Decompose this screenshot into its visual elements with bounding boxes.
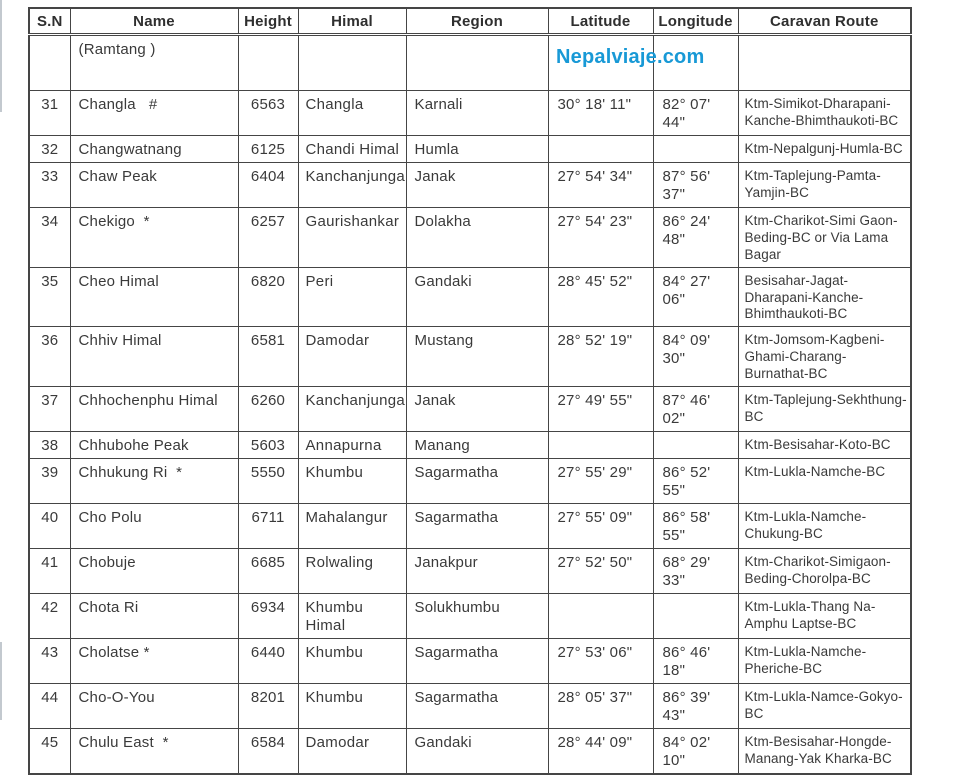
cell-longitude xyxy=(653,431,738,458)
header-sn: S.N xyxy=(29,8,70,35)
cell-height: 6581 xyxy=(238,327,298,387)
cell-himal: Khumbu xyxy=(298,638,406,683)
cell-region: Sagarmatha xyxy=(406,683,548,728)
cell-height: 8201 xyxy=(238,683,298,728)
cell-route: Ktm-Taplejung-Sekhthung-BC xyxy=(738,386,911,431)
cell-route: Ktm-Lukla-Thang Na-Amphu Laptse-BC xyxy=(738,593,911,638)
cell-region: Janakpur xyxy=(406,548,548,593)
cell-height: 6260 xyxy=(238,386,298,431)
cell-name: Cholatse * xyxy=(70,638,238,683)
header-himal: Himal xyxy=(298,8,406,35)
watermark: Nepalviaje.com xyxy=(556,46,705,68)
cell-longitude: 82° 07' 44" xyxy=(653,91,738,136)
cell-route: Ktm-Lukla-Namche-Pheriche-BC xyxy=(738,638,911,683)
cell-name: Chhukung Ri * xyxy=(70,458,238,503)
header-caravan-route: Caravan Route xyxy=(738,8,911,35)
cell-region: Sagarmatha xyxy=(406,503,548,548)
cell-sn: 43 xyxy=(29,638,70,683)
cell-height: 6440 xyxy=(238,638,298,683)
cell-height: 6934 xyxy=(238,593,298,638)
cell-himal: Chandi Himal xyxy=(298,136,406,163)
cell-longitude xyxy=(653,593,738,638)
cell-sn: 34 xyxy=(29,208,70,268)
cell-himal: Changla xyxy=(298,91,406,136)
cell-longitude: 86° 24' 48" xyxy=(653,208,738,268)
cell-latitude: 27° 54' 34" xyxy=(548,163,653,208)
table-row xyxy=(29,458,911,503)
cell-height: 6125 xyxy=(238,136,298,163)
cell-region: Sagarmatha xyxy=(406,458,548,503)
cell-latitude: 27° 55' 09" xyxy=(548,503,653,548)
cell-route: Ktm-Taplejung-Pamta-Yamjin-BC xyxy=(738,163,911,208)
table-row xyxy=(29,683,911,728)
cell-himal: Peri xyxy=(298,267,406,327)
cell-himal: Damodar xyxy=(298,327,406,387)
cell-sn: 35 xyxy=(29,267,70,327)
cell-name: Chulu East * xyxy=(70,728,238,774)
cell-height: 6820 xyxy=(238,267,298,327)
table-row xyxy=(29,91,911,136)
cell-route: Ktm-Lukla-Namce-Gokyo-BC xyxy=(738,683,911,728)
cell-himal: Mahalangur xyxy=(298,503,406,548)
cell-region: Gandaki xyxy=(406,728,548,774)
cell-latitude xyxy=(548,593,653,638)
cell-sn: 32 xyxy=(29,136,70,163)
cell-latitude: 27° 49' 55" xyxy=(548,386,653,431)
table-row xyxy=(29,163,911,208)
cell-himal xyxy=(298,35,406,91)
cell-himal: Khumbu xyxy=(298,683,406,728)
cell-latitude xyxy=(548,431,653,458)
header-latitude: Latitude xyxy=(548,8,653,35)
cell-himal: Rolwaling xyxy=(298,548,406,593)
cell-himal: Damodar xyxy=(298,728,406,774)
cell-route: Ktm-Lukla-Namche-Chukung-BC xyxy=(738,503,911,548)
cell-name: (Ramtang ) xyxy=(70,35,238,91)
cell-sn: 44 xyxy=(29,683,70,728)
cell-route: Ktm-Simikot-Dharapani-Kanche-Bhimthaukoti-BC xyxy=(738,91,911,136)
header-longitude: Longitude xyxy=(653,8,738,35)
cell-sn: 36 xyxy=(29,327,70,387)
cell-height xyxy=(238,35,298,91)
cell-longitude: 84° 02' 10" xyxy=(653,728,738,774)
cell-latitude: 28° 45' 52" xyxy=(548,267,653,327)
cell-longitude: 68° 29' 33" xyxy=(653,548,738,593)
header-height: Height xyxy=(238,8,298,35)
cell-name: Chhiv Himal xyxy=(70,327,238,387)
cell-route xyxy=(738,35,911,91)
cell-height: 6685 xyxy=(238,548,298,593)
cell-route: Ktm-Charikot-Simigaon-Beding-Chorolpa-BC xyxy=(738,548,911,593)
cell-sn: 31 xyxy=(29,91,70,136)
cell-sn: 42 xyxy=(29,593,70,638)
page-edge-artifact xyxy=(0,642,2,720)
cell-latitude: 27° 55' 29" xyxy=(548,458,653,503)
cell-name: Chhubohe Peak xyxy=(70,431,238,458)
table-row xyxy=(29,593,911,638)
cell-latitude: 30° 18' 11" xyxy=(548,91,653,136)
cell-region xyxy=(406,35,548,91)
cell-height: 6711 xyxy=(238,503,298,548)
table-row xyxy=(29,503,911,548)
cell-latitude xyxy=(548,136,653,163)
cell-name: Chobuje xyxy=(70,548,238,593)
cell-region: Solukhumbu xyxy=(406,593,548,638)
cell-name: Chekigo * xyxy=(70,208,238,268)
cell-sn xyxy=(29,35,70,91)
cell-himal: Kanchanjunga xyxy=(298,386,406,431)
cell-route: Ktm-Charikot-Simi Gaon-Beding-BC or Via Lama Bagar xyxy=(738,208,911,268)
cell-height: 6257 xyxy=(238,208,298,268)
cell-route: Ktm-Jomsom-Kagbeni-Ghami-Charang-Burnathat-BC xyxy=(738,327,911,387)
cell-region: Karnali xyxy=(406,91,548,136)
cell-himal: Khumbu xyxy=(298,458,406,503)
cell-longitude: 84° 27' 06" xyxy=(653,267,738,327)
cell-longitude xyxy=(653,136,738,163)
cell-longitude: 86° 39' 43" xyxy=(653,683,738,728)
cell-route: Ktm-Besisahar-Hongde-Manang-Yak Kharka-BC xyxy=(738,728,911,774)
cell-height: 5550 xyxy=(238,458,298,503)
cell-region: Humla xyxy=(406,136,548,163)
header-name: Name xyxy=(70,8,238,35)
cell-name: Chaw Peak xyxy=(70,163,238,208)
cell-region: Sagarmatha xyxy=(406,638,548,683)
cell-name: Cheo Himal xyxy=(70,267,238,327)
cell-region: Gandaki xyxy=(406,267,548,327)
table-row xyxy=(29,35,911,91)
cell-longitude: 87° 56' 37" xyxy=(653,163,738,208)
table-row xyxy=(29,728,911,774)
cell-sn: 40 xyxy=(29,503,70,548)
cell-longitude: 84° 09' 30" xyxy=(653,327,738,387)
cell-region: Janak xyxy=(406,386,548,431)
cell-sn: 33 xyxy=(29,163,70,208)
cell-region: Manang xyxy=(406,431,548,458)
cell-longitude: 86° 46' 18" xyxy=(653,638,738,683)
cell-route: Ktm-Besisahar-Koto-BC xyxy=(738,431,911,458)
page-edge-artifact xyxy=(0,0,2,112)
table-row xyxy=(29,638,911,683)
cell-latitude: 28° 05' 37" xyxy=(548,683,653,728)
cell-height: 5603 xyxy=(238,431,298,458)
table-header xyxy=(29,8,911,35)
table-row xyxy=(29,208,911,268)
table-body xyxy=(29,35,911,774)
cell-longitude: 86° 58' 55" xyxy=(653,503,738,548)
cell-name: Cho Polu xyxy=(70,503,238,548)
cell-height: 6584 xyxy=(238,728,298,774)
cell-sn: 38 xyxy=(29,431,70,458)
cell-sn: 39 xyxy=(29,458,70,503)
table-row xyxy=(29,136,911,163)
cell-sn: 37 xyxy=(29,386,70,431)
cell-route: Ktm-Lukla-Namche-BC xyxy=(738,458,911,503)
cell-name: Changla # xyxy=(70,91,238,136)
cell-height: 6563 xyxy=(238,91,298,136)
cell-name: Chota Ri xyxy=(70,593,238,638)
cell-region: Mustang xyxy=(406,327,548,387)
cell-himal: Khumbu Himal xyxy=(298,593,406,638)
cell-name: Changwatnang xyxy=(70,136,238,163)
cell-himal: Kanchanjunga xyxy=(298,163,406,208)
cell-name: Cho-O-You xyxy=(70,683,238,728)
table-row xyxy=(29,327,911,387)
cell-latitude: 27° 53' 06" xyxy=(548,638,653,683)
cell-name: Chhochenphu Himal xyxy=(70,386,238,431)
table-row xyxy=(29,548,911,593)
table-row xyxy=(29,386,911,431)
table-row xyxy=(29,267,911,327)
cell-region: Dolakha xyxy=(406,208,548,268)
header-row xyxy=(29,8,911,35)
cell-himal: Annapurna xyxy=(298,431,406,458)
cell-latitude: 27° 52' 50" xyxy=(548,548,653,593)
cell-longitude: 86° 52' 55" xyxy=(653,458,738,503)
cell-height: 6404 xyxy=(238,163,298,208)
cell-latitude: 28° 52' 19" xyxy=(548,327,653,387)
cell-longitude: 87° 46' 02" xyxy=(653,386,738,431)
cell-sn: 45 xyxy=(29,728,70,774)
cell-route: Ktm-Nepalgunj-Humla-BC xyxy=(738,136,911,163)
cell-route: Besisahar-Jagat-Dharapani-Kanche-Bhimthaukoti-BC xyxy=(738,267,911,327)
header-region: Region xyxy=(406,8,548,35)
cell-region: Janak xyxy=(406,163,548,208)
cell-sn: 41 xyxy=(29,548,70,593)
cell-latitude: 28° 44' 09" xyxy=(548,728,653,774)
peaks-table xyxy=(28,7,912,775)
table-row xyxy=(29,431,911,458)
cell-latitude: 27° 54' 23" xyxy=(548,208,653,268)
cell-himal: Gaurishankar xyxy=(298,208,406,268)
